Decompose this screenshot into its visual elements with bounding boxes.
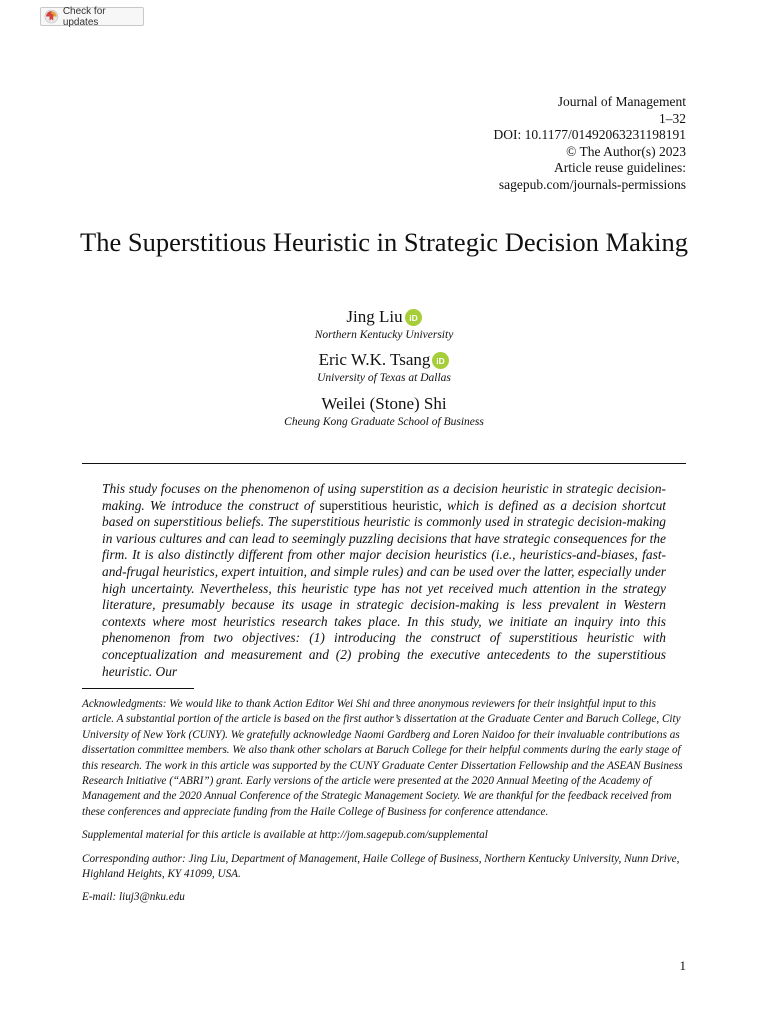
supplemental-note: Supplemental material for this article is available at http://jom.sagepub.com/supplemental: [82, 829, 488, 842]
acknowledgments: Acknowledgments: We would like to thank Action Editor Wei Shi and three anonymous reviewers for their insightful input to this article. A substantial portion of the article is based on the first author’s dissertation at the Graduate Center and Baruch College, City University of New York (CUNY). We gratefully acknowledge Naomi Gardberg and Loren Naidoo for their invaluable contributions as dissertation committee members. We also thank other scholars at Baruch College for their helpful comments during the early stage of this research. The work in this article was supported by the CUNY Graduate Center Dissertation Fellowship and the ASEAN Business Research Initiative (“ABRI”) grant. Early versions of the article were presented at the 2020 Annual Meeting of the Academy of Management and the 2020 Annual Conference of the Strategic Management Society. We are thankful for the feedback received from these conferences and appreciate funding from the Haile College of Business for conference attendance.: [82, 698, 683, 818]
divider-rule: [82, 463, 686, 464]
author-name: Eric W.K. Tsang: [318, 350, 431, 369]
footnotes: [82, 697, 688, 914]
permissions-link[interactable]: sagepub.com/journals-permissions: [498, 176, 686, 192]
author-1: [80, 306, 688, 343]
svg-text:iD: iD: [408, 312, 418, 323]
author-3: [80, 393, 688, 430]
copyright: © The Author(s) 2023: [566, 143, 686, 159]
author-affiliation: Cheung Kong Graduate School of Business: [284, 416, 484, 428]
abstract-text-1: This study focuses on the phenomenon of using superstition as a decision heuristic in strategic decision-making. We introduce the construct of: [102, 481, 666, 513]
author-name: Weilei (Stone) Shi: [321, 394, 447, 413]
article-title: The Superstitious Heuristic in Strategic Decision Making: [80, 227, 688, 257]
svg-text:iD: iD: [436, 355, 446, 366]
reuse-guidelines: Article reuse guidelines:: [554, 160, 686, 176]
abstract-term: superstitious heuristic: [319, 497, 439, 513]
author-affiliation: University of Texas at Dallas: [317, 372, 451, 384]
orcid-icon[interactable]: [432, 352, 449, 369]
check-updates-icon: [44, 9, 59, 24]
author-2: [80, 349, 688, 386]
check-for-updates-badge[interactable]: [40, 7, 144, 26]
author-name: Jing Liu: [346, 307, 403, 326]
doi: DOI: 10.1177/01492063231198191: [493, 127, 686, 143]
journal-name: Journal of Management: [557, 94, 686, 109]
journal-metadata: [494, 94, 687, 194]
author-affiliation: Northern Kentucky University: [314, 329, 454, 341]
abstract: [102, 481, 666, 681]
author-email: E-mail: liuj3@nku.edu: [82, 891, 185, 904]
page-range: 1–32: [659, 110, 686, 126]
page-number: 1: [679, 958, 686, 973]
corresponding-author: Corresponding author: Jing Liu, Department of Management, Haile College of Business, Northern Kentucky University, Nunn Drive, Highland Heights, KY 41099, USA.: [82, 852, 680, 881]
footnote-rule: [82, 688, 194, 689]
orcid-icon[interactable]: [405, 309, 422, 326]
abstract-text-2: , which is defined as a decision shortcut based on superstitious beliefs. The superstitious heuristic is commonly used in strategic decision-making in various cultures and can lead to seemingly puzzling decisions that have strategic consequences for the firm. It is also distinctly different from other major decision heuristics (i.e., heuristics-and-biases, fast-and-frugal heuristics, expert intuition, and simple rules) and can be used over the latter, especially under high uncertainty. Nevertheless, this heuristic type has not yet received much attention in the strategy literature, presumably because its usage in strategic decision-making is less prevalent in Western contexts where most heuristics research takes place. In this study, we initiate an inquiry into this phenomenon from two objectives: (1) introducing the construct of superstitious heuristic with conceptualization and measurement and (2) probing the executive antecedents to the superstitious heuristic. Our: [102, 497, 666, 679]
check-updates-label: Check for updates: [62, 5, 106, 28]
